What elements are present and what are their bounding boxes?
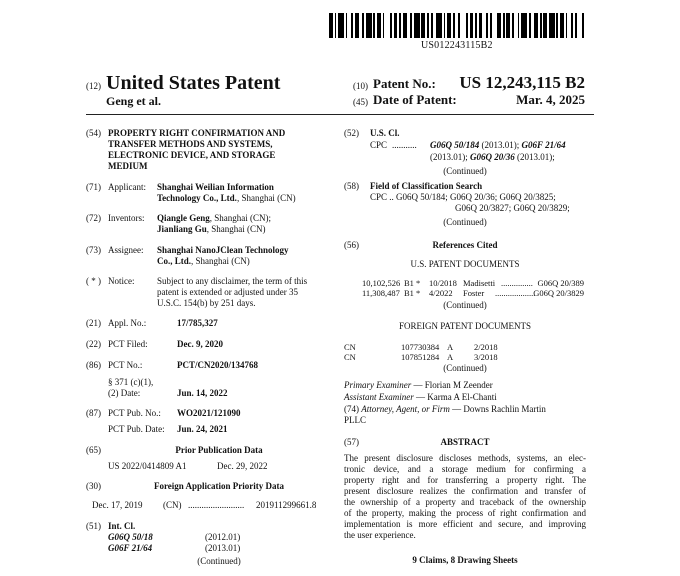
notice-line: patent is extended or adjusted under 35 <box>157 287 298 297</box>
prior-code: (65) <box>86 445 101 455</box>
foreign-heading: Foreign Application Priority Data <box>153 481 285 491</box>
inventor-short: Geng et al. <box>106 94 161 108</box>
foreign-number: 201911299661.8 <box>256 500 317 510</box>
us-doc-class: G06Q 20/3829 <box>533 288 584 298</box>
cpc-dots: ........... <box>392 140 417 150</box>
applicant-location: , Shanghai (CN) <box>236 193 296 203</box>
abstract-text <box>344 453 586 541</box>
barcode-image <box>329 13 589 38</box>
claims-summary: 9 Claims, 8 Drawing Sheets <box>412 555 518 565</box>
assistant-examiner <box>344 392 497 403</box>
us-doc-name: Foster <box>463 288 485 298</box>
assignee-value <box>157 245 289 267</box>
pct-pub-code: (87) <box>86 408 101 418</box>
uscl-code: (52) <box>344 128 359 138</box>
foreign-doc-number: 107851284 <box>401 352 440 362</box>
appl-number: 17/785,327 <box>177 318 218 328</box>
s371-line: (2) Date: <box>108 388 141 398</box>
assignee-label: Assignee: <box>108 245 144 255</box>
intcl-class: G06F 21/64 <box>108 543 153 553</box>
foreign-doc-kind: A <box>447 342 454 352</box>
cpc-class: G06F 21/64 <box>521 140 566 150</box>
attorney-code: (74) <box>344 404 359 414</box>
attorney <box>344 404 546 415</box>
title-line: TRANSFER METHODS AND SYSTEMS, <box>108 139 273 149</box>
assignee-name: Shanghai NanoJClean Technology <box>157 245 289 255</box>
inventor-location: , Shanghai (CN) <box>206 224 266 234</box>
us-doc-dots: ................... <box>495 288 536 298</box>
notice-text <box>157 276 307 309</box>
prior-number: US 2022/0414809 A1 <box>108 461 187 471</box>
assignee-name: Co., Ltd. <box>157 256 192 266</box>
abstract-heading: ABSTRACT <box>440 437 490 447</box>
title-line: PROPERTY RIGHT CONFIRMATION AND <box>108 128 286 138</box>
foreign-code: (30) <box>86 481 101 491</box>
abstract-line: tronic device, and a storage medium for confirming a <box>344 464 586 474</box>
field-line-2: G06Q 20/3827; G06Q 20/3829; <box>455 203 570 213</box>
us-doc-name: Madisetti <box>463 278 496 288</box>
pct-number: PCT/CN2020/134768 <box>177 360 258 370</box>
pct-no-code: (86) <box>86 360 101 370</box>
prior-heading: Prior Publication Data <box>175 445 263 455</box>
us-doc-dots: ............... <box>501 278 533 288</box>
abstract-line: property right and for transferring a property right. The <box>344 475 586 485</box>
pct-pub-date: Jun. 24, 2021 <box>177 424 228 434</box>
notice-line: Subject to any disclaimer, the term of this <box>157 276 308 286</box>
field-line-1: CPC .. G06Q 50/184; G06Q 20/36; G06Q 20/3825; <box>370 192 556 202</box>
field-code: (58) <box>344 181 359 191</box>
pct-pub-label: PCT Pub. No.: <box>108 408 161 418</box>
us-docs-continued: (Continued) <box>443 300 487 310</box>
date-label: Date of Patent: <box>373 92 457 107</box>
cpc-class: G06Q 50/184 <box>430 140 480 150</box>
code-10: (10) <box>353 81 368 91</box>
cpc-version: (2013.01); <box>481 140 520 150</box>
us-doc-number: 10,102,526 <box>362 278 401 288</box>
inventor-name: Qiangle Geng <box>157 213 210 223</box>
intcl-label: Int. Cl. <box>108 521 136 531</box>
s371-label <box>108 377 153 399</box>
foreign-doc-country: CN <box>344 352 356 362</box>
assistant-examiner-label: Assistant Examiner <box>344 392 414 402</box>
notice-code: ( * ) <box>86 276 101 286</box>
foreign-doc-date: 2/2018 <box>474 342 498 352</box>
intcl-class: G06Q 50/18 <box>108 532 153 542</box>
publication-number: US012243115B2 <box>421 40 493 51</box>
pct-filed-code: (22) <box>86 339 101 349</box>
intcl-code: (51) <box>86 521 101 531</box>
abstract-code: (57) <box>344 437 359 447</box>
prior-date: Dec. 29, 2022 <box>217 461 268 471</box>
assignee-code: (73) <box>86 245 101 255</box>
us-doc-date: 10/2018 <box>429 278 457 288</box>
title-line: ELECTRONIC DEVICE, AND STORAGE <box>108 150 276 160</box>
cpc-class: G06Q 20/36 <box>470 152 515 162</box>
applicant-label: Applicant: <box>108 182 146 192</box>
attorney-label: Attorney, Agent, or Firm <box>361 404 450 414</box>
us-doc-date: 4/2022 <box>429 288 453 298</box>
title-line: MEDIUM <box>108 161 148 171</box>
foreign-doc-date: 3/2018 <box>474 352 498 362</box>
pct-pub-number: WO2021/121090 <box>177 408 241 418</box>
cpc-version: (2013.01); <box>517 152 555 162</box>
pct-no-label: PCT No.: <box>108 360 143 370</box>
title <box>108 128 285 172</box>
foreign-doc-number: 107730384 <box>401 342 440 352</box>
pct-pub-date-label: PCT Pub. Date: <box>108 424 165 434</box>
document-type: United States Patent <box>106 72 281 94</box>
notice-label: Notice: <box>108 276 135 286</box>
references-code: (56) <box>344 240 359 250</box>
abstract-line: the user experience. <box>344 530 416 540</box>
assistant-examiner-name: — Karma A El-Chanti <box>416 392 497 402</box>
cpc-version: (2013.01); <box>430 152 468 162</box>
code-12: (12) <box>86 81 101 91</box>
inventors-label: Inventors: <box>108 213 145 223</box>
abstract-line: present disclosure realizes the confirmation and transfer of <box>344 486 586 496</box>
us-doc-kind: B1 * <box>404 288 421 298</box>
intcl-version: (2012.01) <box>205 532 241 542</box>
inventors-value <box>157 213 271 235</box>
intcl-continued: (Continued) <box>197 556 241 566</box>
title-code: (54) <box>86 128 101 138</box>
primary-examiner-label: Primary Examiner <box>344 380 412 390</box>
applicant-code: (71) <box>86 182 101 192</box>
inventor-location: , Shanghai (CN); <box>209 213 272 223</box>
cpc-label: CPC <box>370 140 388 150</box>
us-doc-number: 11,308,487 <box>362 288 400 298</box>
patent-number: US 12,243,115 B2 <box>459 73 585 92</box>
field-continued: (Continued) <box>443 217 487 227</box>
us-doc-class: G06Q 20/389 <box>537 278 584 288</box>
patent-no-label: Patent No.: <box>373 76 436 91</box>
appl-code: (21) <box>86 318 101 328</box>
s371-date: Jun. 14, 2022 <box>177 388 228 398</box>
appl-label: Appl. No.: <box>108 318 147 328</box>
code-45: (45) <box>353 97 368 107</box>
pct-filed-label: PCT Filed: <box>108 339 148 349</box>
header-rule <box>86 114 594 115</box>
attorney-name-2: PLLC <box>344 415 367 425</box>
cpc-continued: (Continued) <box>443 166 487 176</box>
intcl-version: (2013.01) <box>205 543 241 553</box>
cpc-line-1 <box>430 140 566 151</box>
cpc-line-2 <box>430 152 555 163</box>
foreign-docs-heading: FOREIGN PATENT DOCUMENTS <box>398 321 532 331</box>
attorney-name: — Downs Rachlin Martin <box>452 404 546 414</box>
assignee-location: , Shanghai (CN) <box>191 256 250 266</box>
foreign-date: Dec. 17, 2019 <box>92 500 143 510</box>
notice-line: U.S.C. 154(b) by 251 days. <box>157 298 256 308</box>
applicant-name: Technology Co., Ltd. <box>157 193 237 203</box>
inventors-code: (72) <box>86 213 101 223</box>
us-docs-heading: U.S. PATENT DOCUMENTS <box>410 259 520 269</box>
patent-date: Mar. 4, 2025 <box>516 92 585 107</box>
abstract-line: implementation is more efficient and secure, and improving <box>344 519 586 529</box>
applicant-value <box>157 182 296 204</box>
abstract-line: of the property, making the process of right confirmation and <box>344 508 586 518</box>
primary-examiner-name: — Florian M Zeender <box>413 380 493 390</box>
us-doc-kind: B1 * <box>404 278 421 288</box>
pct-filed-date: Dec. 9, 2020 <box>177 339 223 349</box>
uscl-label: U.S. Cl. <box>370 128 400 138</box>
foreign-docs-continued: (Continued) <box>443 363 487 373</box>
references-heading: References Cited <box>432 240 498 250</box>
applicant-name: Shanghai Weilian Information <box>157 182 274 192</box>
foreign-country: (CN) <box>163 500 182 510</box>
abstract-line: The present disclosure discloses methods, systems, an elec- <box>344 453 586 463</box>
primary-examiner <box>344 380 493 391</box>
foreign-dots: ......................... <box>188 500 245 510</box>
foreign-doc-country: CN <box>344 342 356 352</box>
s371-line: § 371 (c)(1), <box>108 377 154 387</box>
abstract-line: the ownership of a property and traceback of the ownership <box>344 497 586 507</box>
inventor-name: Jianliang Gu <box>157 224 207 234</box>
foreign-doc-kind: A <box>447 352 454 362</box>
field-label: Field of Classification Search <box>370 181 483 191</box>
